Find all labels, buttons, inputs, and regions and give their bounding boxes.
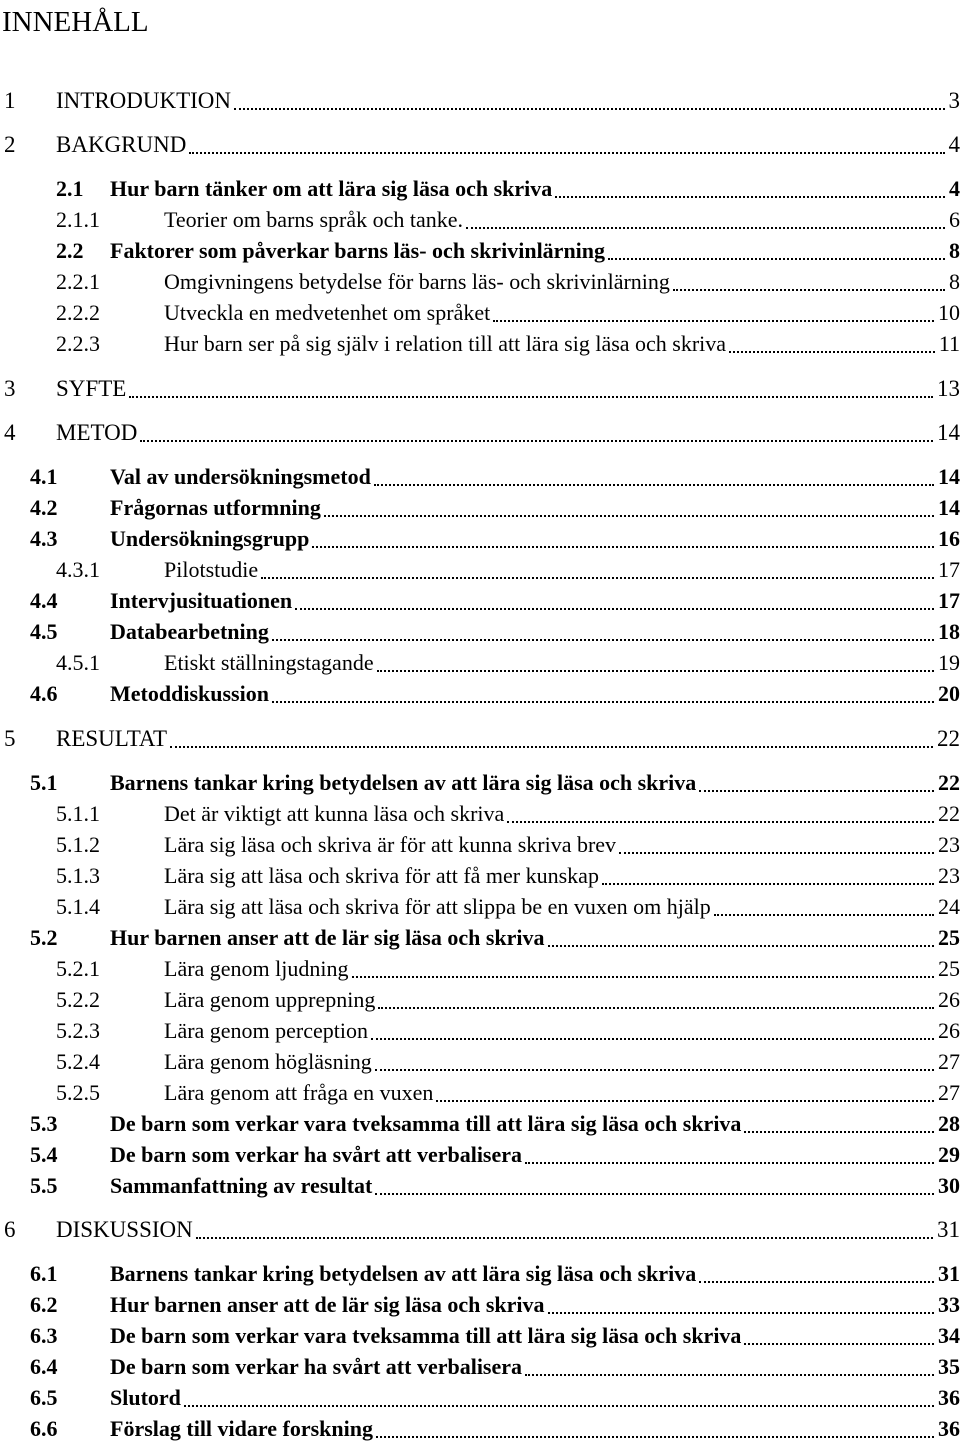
toc-entry-number: 4 (4, 420, 16, 445)
toc-entry-label: Lära sig att läsa och skriva för att slippa be en vuxen om hjälp (164, 894, 711, 919)
toc-entry-number: 6.5 (30, 1385, 58, 1410)
toc-entry-number: 5.5 (30, 1173, 58, 1198)
toc-entry-label: Pilotstudie (164, 557, 259, 582)
toc-entry-page: 8 (949, 238, 960, 263)
toc-leader-dots (184, 1405, 934, 1407)
toc-entry-page: 29 (938, 1142, 960, 1167)
toc-entry-page: 31 (937, 1217, 960, 1242)
toc-entry-label: METOD (56, 420, 138, 445)
toc-entry[interactable] (0, 418, 960, 448)
toc-entry-number: 5.2.3 (56, 1018, 100, 1043)
toc-leader-dots (548, 1312, 934, 1314)
toc-entry-page: 23 (938, 832, 960, 857)
toc-leader-dots (744, 1343, 934, 1345)
toc-entry-number: 6.2 (30, 1292, 58, 1317)
toc-entry-number: 6.4 (30, 1354, 58, 1379)
toc-entry-page: 19 (938, 650, 960, 675)
toc-entry-page: 26 (938, 987, 960, 1012)
toc-entry-label: Slutord (110, 1385, 181, 1410)
toc-entry-number: 5.2.2 (56, 987, 100, 1012)
toc-leader-dots (548, 945, 934, 947)
toc-entry-label: Hur barnen anser att de lär sig läsa och skriva (110, 925, 545, 950)
toc-entry-page: 22 (937, 726, 960, 751)
toc-entry-number: 5.1 (30, 770, 58, 795)
toc-entry-label: BAKGRUND (56, 132, 187, 157)
toc-entry-number: 2.2 (56, 238, 84, 263)
toc-entry-page: 25 (938, 925, 960, 950)
toc-entry[interactable] (0, 923, 960, 953)
toc-entry-label: Metoddiskussion (110, 681, 269, 706)
toc-entry[interactable] (0, 493, 960, 523)
toc-leader-dots (729, 351, 935, 353)
toc-entry-page: 17 (938, 588, 960, 613)
toc-entry-number: 5.1.4 (56, 894, 100, 919)
toc-entry-page: 22 (938, 770, 960, 795)
toc-leader-dots (377, 670, 934, 672)
toc-entry-page: 10 (938, 300, 960, 325)
toc-entry-page: 27 (938, 1049, 960, 1074)
toc-entry-number: 4.4 (30, 588, 58, 613)
toc-leader-dots (699, 1281, 934, 1283)
toc-entry-page: 6 (949, 207, 960, 232)
toc-entry[interactable] (0, 1215, 960, 1245)
toc-entry-label: Databearbetning (110, 619, 269, 644)
toc-entry-page: 13 (937, 376, 960, 401)
toc-entry[interactable] (0, 799, 960, 829)
toc-entry-number: 2.1 (56, 176, 84, 201)
toc-leader-dots (374, 484, 934, 486)
toc-entry-page: 23 (938, 863, 960, 888)
toc-entry-page: 25 (938, 956, 960, 981)
toc-leader-dots (272, 639, 934, 641)
toc-entry-label: Det är viktigt att kunna läsa och skriva (164, 801, 505, 826)
toc-entry[interactable] (0, 1259, 960, 1289)
toc-entry[interactable] (0, 130, 960, 160)
toc-entry-label: Förslag till vidare forskning (110, 1416, 373, 1441)
toc-entry-label: Undersökningsgrupp (110, 526, 310, 551)
toc-leader-dots (673, 289, 945, 291)
toc-entry-label: Lära genom ljudning (164, 956, 349, 981)
toc-entry-page: 33 (938, 1292, 960, 1317)
toc-entry-number: 4.5 (30, 619, 58, 644)
toc-entry-number: 5.4 (30, 1142, 58, 1167)
toc-entry-page: 24 (938, 894, 960, 919)
toc-entry-label: RESULTAT (56, 726, 168, 751)
toc-entry-number: 5.1.2 (56, 832, 100, 857)
toc-entry-number: 2 (4, 132, 16, 157)
toc-entry-label: Frågornas utformning (110, 495, 321, 520)
toc-leader-dots (295, 608, 934, 610)
toc-leader-dots (507, 821, 934, 823)
toc-entry-number: 2.2.1 (56, 269, 100, 294)
toc-leader-dots (375, 1069, 934, 1071)
toc-leader-dots (699, 790, 934, 792)
toc-entry-label: DISKUSSION (56, 1217, 193, 1242)
toc-entry-label: Lära genom perception (164, 1018, 369, 1043)
toc-entry-label: Lära sig läsa och skriva är för att kunna skriva brev (164, 832, 617, 857)
toc-entry-number: 1 (4, 88, 16, 113)
toc-leader-dots (312, 546, 934, 548)
toc-entry-label: INTRODUKTION (56, 88, 232, 113)
toc-entry-number: 3 (4, 376, 16, 401)
toc-entry-page: 8 (949, 269, 960, 294)
toc-entry-number: 2.1.1 (56, 207, 100, 232)
toc-entry-label: Utveckla en medvetenhet om språket (164, 300, 491, 325)
toc-entry[interactable] (0, 1140, 960, 1170)
toc-entry-number: 4.2 (30, 495, 58, 520)
toc-leader-dots (436, 1100, 934, 1102)
toc-leader-dots (525, 1162, 934, 1164)
toc-leader-dots (170, 746, 933, 748)
toc-entry-label: Sammanfattning av resultat (110, 1173, 373, 1198)
toc-entry-label: Etiskt ställningstagande (164, 650, 374, 675)
toc-entry[interactable] (0, 1414, 960, 1444)
toc-entry-page: 36 (938, 1416, 960, 1441)
toc-entry[interactable] (0, 174, 960, 204)
toc-entry[interactable] (0, 555, 960, 585)
toc-leader-dots (234, 108, 944, 110)
toc-entry-label: Hur barn ser på sig själv i relation till att lära sig läsa och skriva (164, 331, 727, 356)
toc-entry-label: Omgivningens betydelse för barns läs- och skrivinlärning (164, 269, 670, 294)
toc-leader-dots (378, 1007, 934, 1009)
toc-entry-number: 5 (4, 726, 16, 751)
toc-entry-page: 34 (938, 1323, 960, 1348)
toc-leader-dots (608, 258, 945, 260)
toc-leader-dots (619, 852, 934, 854)
toc-leader-dots (525, 1374, 934, 1376)
toc-entry-page: 35 (938, 1354, 960, 1379)
toc-leader-dots (602, 883, 934, 885)
toc-entry-number: 5.2.4 (56, 1049, 100, 1074)
toc-leader-dots (352, 976, 934, 978)
toc-entry[interactable] (0, 462, 960, 492)
toc-entry[interactable] (0, 768, 960, 798)
toc-entry[interactable] (0, 1016, 960, 1046)
toc-entry[interactable] (0, 1352, 960, 1382)
toc-leader-dots (375, 1193, 934, 1195)
toc-entry-page: 36 (938, 1385, 960, 1410)
toc-entry[interactable] (0, 861, 960, 891)
toc-entry[interactable] (0, 679, 960, 709)
toc-leader-dots (744, 1131, 934, 1133)
toc-entry[interactable] (0, 1171, 960, 1201)
toc-entry[interactable] (0, 298, 960, 328)
toc-entry-number: 2.2.2 (56, 300, 100, 325)
toc-entry[interactable] (0, 954, 960, 984)
toc-entry[interactable] (0, 1383, 960, 1413)
toc-entry[interactable] (0, 617, 960, 647)
toc-entry-label: De barn som verkar ha svårt att verbalisera (110, 1142, 523, 1167)
toc-leader-dots (376, 1436, 934, 1438)
toc-entry-page: 30 (938, 1173, 960, 1198)
toc-leader-dots (272, 701, 934, 703)
toc-entry[interactable] (0, 892, 960, 922)
toc-leader-dots (493, 320, 934, 322)
toc-leader-dots (324, 515, 934, 517)
toc-entry-label: Barnens tankar kring betydelsen av att lära sig läsa och skriva (110, 770, 697, 795)
toc-entry-number: 6.6 (30, 1416, 58, 1441)
toc-entry[interactable] (0, 267, 960, 297)
toc-entry[interactable] (0, 236, 960, 266)
toc-entry-label: De barn som verkar ha svårt att verbalisera (110, 1354, 523, 1379)
toc-entry-page: 14 (937, 420, 960, 445)
toc-entry-label: De barn som verkar vara tveksamma till att lära sig läsa och skriva (110, 1111, 742, 1136)
toc-entry[interactable] (0, 586, 960, 616)
toc-entry-label: De barn som verkar vara tveksamma till att lära sig läsa och skriva (110, 1323, 742, 1348)
toc-entry-number: 5.2.5 (56, 1080, 100, 1105)
toc-entry-page: 18 (938, 619, 960, 644)
toc-entry-label: SYFTE (56, 376, 127, 401)
toc-entry-number: 5.3 (30, 1111, 58, 1136)
toc-entry-number: 4.1 (30, 464, 58, 489)
toc-entry-number: 6.3 (30, 1323, 58, 1348)
toc-entry[interactable] (0, 724, 960, 754)
toc-entry-page: 22 (938, 801, 960, 826)
toc-entry-page: 20 (938, 681, 960, 706)
toc-entry-page: 17 (938, 557, 960, 582)
toc-entry-label: Hur barn tänker om att lära sig läsa och skriva (110, 176, 553, 201)
toc-entry[interactable] (0, 86, 960, 116)
toc-entry-label: Lära genom upprepning (164, 987, 376, 1012)
toc-entry-page: 11 (938, 331, 960, 356)
toc-entry-page: 3 (948, 88, 960, 113)
toc-entry-number: 2.2.3 (56, 331, 100, 356)
toc-entry-page: 4 (948, 132, 960, 157)
toc-entry-number: 4.3.1 (56, 557, 100, 582)
toc-entry-label: Barnens tankar kring betydelsen av att lära sig läsa och skriva (110, 1261, 697, 1286)
toc-entry-label: Hur barnen anser att de lär sig läsa och skriva (110, 1292, 545, 1317)
toc-entry-number: 6.1 (30, 1261, 58, 1286)
toc-leader-dots (261, 577, 934, 579)
toc-entry[interactable] (0, 329, 960, 359)
toc-entry-label: Intervjusituationen (110, 588, 293, 613)
toc-entry[interactable] (0, 1047, 960, 1077)
toc-entry-label: Lära sig att läsa och skriva för att få mer kunskap (164, 863, 599, 888)
toc-entry-page: 14 (938, 495, 960, 520)
toc-entry-page: 27 (938, 1080, 960, 1105)
toc-entry-label: Faktorer som påverkar barns läs- och skrivinlärning (110, 238, 606, 263)
toc-leader-dots (371, 1038, 934, 1040)
toc-entry[interactable] (0, 374, 960, 404)
toc-entry-number: 4.5.1 (56, 650, 100, 675)
toc-leader-dots (140, 440, 933, 442)
toc-leader-dots (714, 914, 934, 916)
toc-leader-dots (189, 152, 944, 154)
toc-entry-page: 14 (938, 464, 960, 489)
toc-entry-label: Lära genom att fråga en vuxen (164, 1080, 434, 1105)
toc-entry-number: 5.2 (30, 925, 58, 950)
toc-entry-page: 31 (938, 1261, 960, 1286)
toc-entry[interactable] (0, 830, 960, 860)
toc-entry[interactable] (0, 1078, 960, 1108)
toc-entry-number: 5.1.3 (56, 863, 100, 888)
toc-leader-dots (196, 1237, 933, 1239)
toc-entry-number: 6 (4, 1217, 16, 1242)
toc-entry[interactable] (0, 205, 960, 235)
toc-entry[interactable] (0, 1109, 960, 1139)
toc-leader-dots (466, 227, 945, 229)
toc-entry-page: 26 (938, 1018, 960, 1043)
toc-entry-number: 4.6 (30, 681, 58, 706)
toc-entry-number: 4.3 (30, 526, 58, 551)
toc-title: INNEHÅLL (2, 6, 149, 38)
toc-entry-label: Val av undersökningsmetod (110, 464, 371, 489)
toc-entry-number: 5.1.1 (56, 801, 100, 826)
toc-leader-dots (555, 196, 945, 198)
toc-leader-dots (129, 396, 933, 398)
toc-entry[interactable] (0, 524, 960, 554)
toc-entry-label: Teorier om barns språk och tanke. (164, 207, 464, 232)
toc-entry-label: Lära genom högläsning (164, 1049, 372, 1074)
toc-entry[interactable] (0, 1321, 960, 1351)
toc-entry[interactable] (0, 1290, 960, 1320)
toc-entry-page: 16 (938, 526, 960, 551)
toc-entry-page: 28 (938, 1111, 960, 1136)
toc-entry-page: 4 (949, 176, 960, 201)
toc-entry-number: 5.2.1 (56, 956, 100, 981)
toc-entry[interactable] (0, 985, 960, 1015)
toc-entry[interactable] (0, 648, 960, 678)
